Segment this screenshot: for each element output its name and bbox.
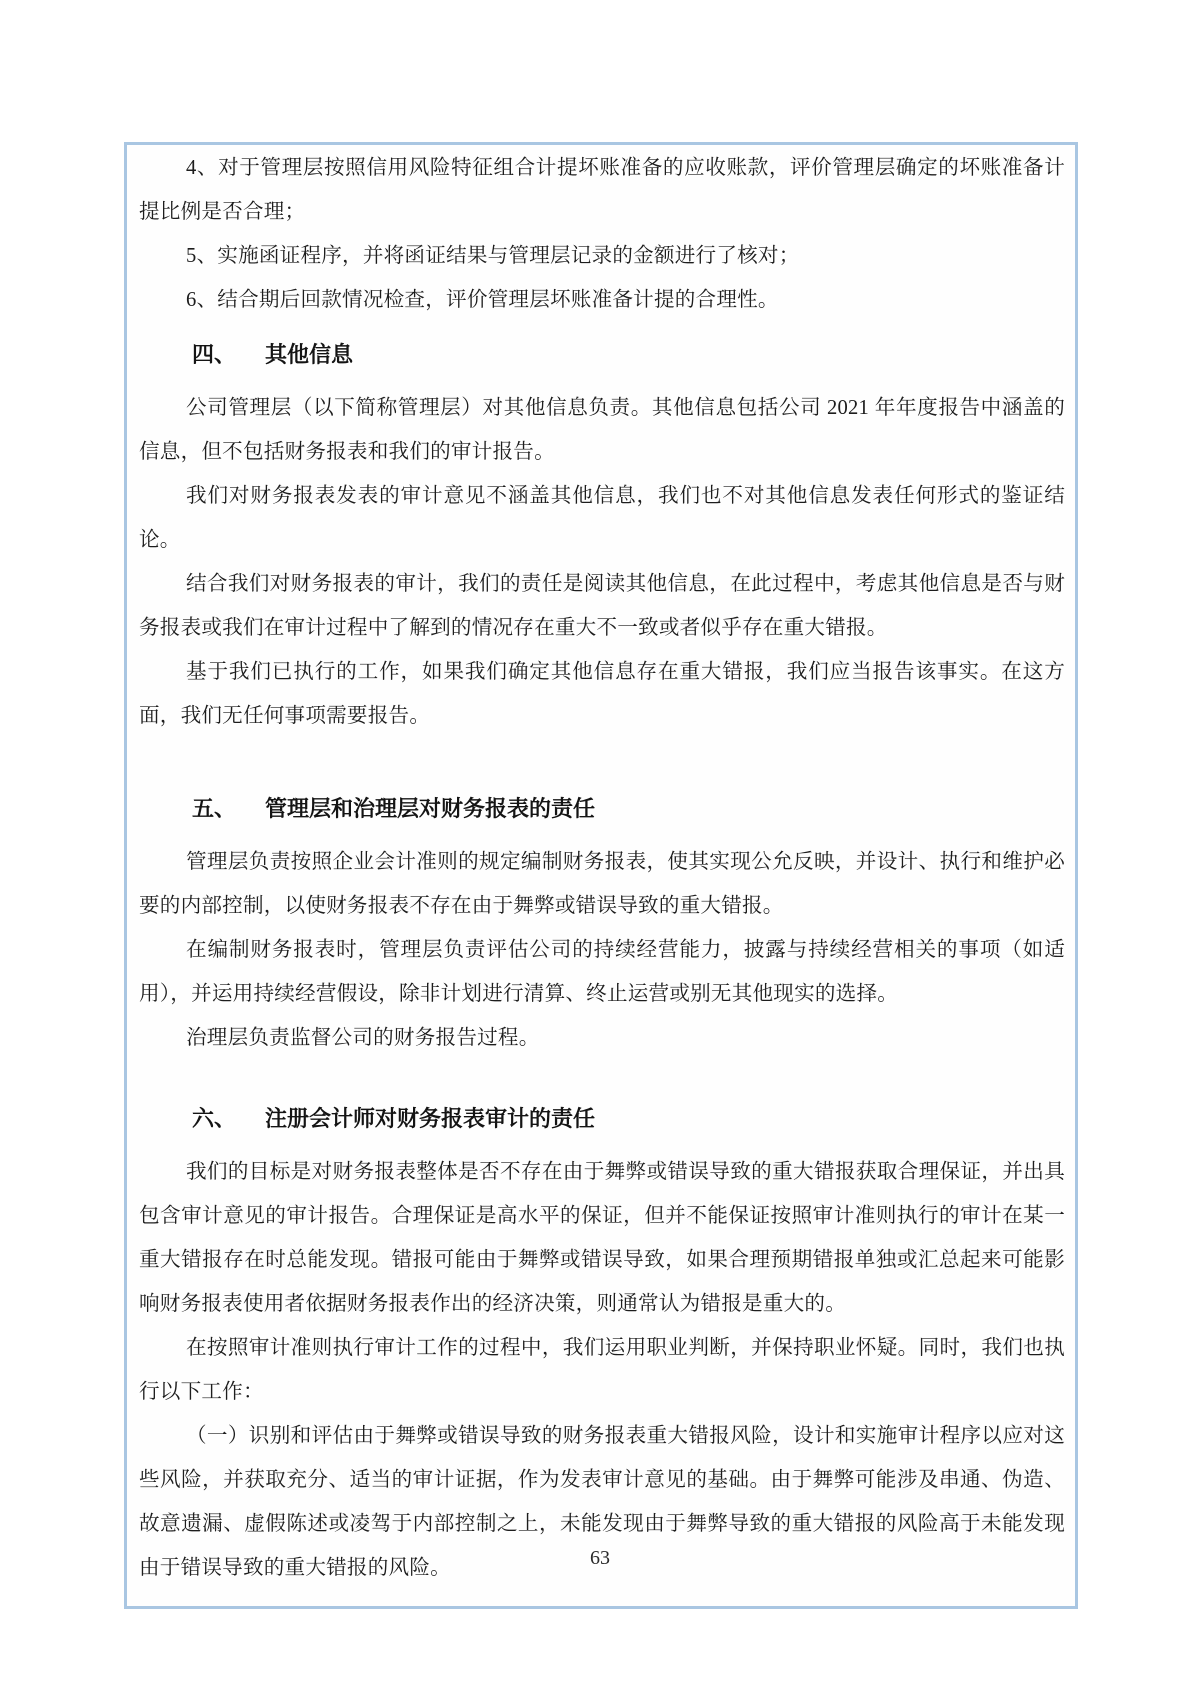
- paragraph: 基于我们已执行的工作，如果我们确定其他信息存在重大错报，我们应当报告该事实。在这方面，我们无任何事项需要报告。: [139, 661, 1065, 727]
- section-title: 其他信息: [265, 342, 354, 367]
- paragraph: （一）识别和评估由于舞弊或错误导致的财务报表重大错报风险，设计和实施审计程序以应对这些风险，并获取充分、适当的审计证据，作为发表审计意见的基础。由于舞弊可能涉及串通、伪造、故意遗漏、虚假陈述或凌驾于内部控制之上，未能发现由于舞弊导致的重大错报的风险高于未能发现由于错误导致的重大错报的风险。: [139, 1425, 1065, 1579]
- section-heading-auditor-responsibility: [139, 1097, 1065, 1141]
- paragraph: 公司管理层（以下简称管理层）对其他信息负责。其他信息包括公司 2021 年年度报告中涵盖的信息，但不包括财务报表和我们的审计报告。: [139, 397, 1065, 463]
- paragraph: 我们对财务报表发表的审计意见不涵盖其他信息，我们也不对其他信息发表任何形式的鉴证结论。: [139, 485, 1065, 551]
- section-heading-other-information: [139, 333, 1065, 377]
- section-title: 注册会计师对财务报表审计的责任: [265, 1106, 596, 1131]
- paragraph: 结合我们对财务报表的审计，我们的责任是阅读其他信息，在此过程中，考虑其他信息是否与财务报表或我们在审计过程中了解到的情况存在重大不一致或者似乎存在重大错报。: [139, 573, 1065, 639]
- section-number: 四、: [192, 342, 237, 367]
- section-heading-management-responsibility: [139, 787, 1065, 831]
- audit-report-text-box: [124, 142, 1078, 1609]
- paragraph: 管理层负责按照企业会计准则的规定编制财务报表，使其实现公允反映，并设计、执行和维护必要的内部控制，以使财务报表不存在由于舞弊或错误导致的重大错报。: [139, 851, 1065, 917]
- intro-paragraph-6: 6、结合期后回款情况检查，评价管理层坏账准备计提的合理性。: [186, 289, 779, 311]
- paragraph: 在按照审计准则执行审计工作的过程中，我们运用职业判断，并保持职业怀疑。同时，我们也执行以下工作：: [139, 1337, 1065, 1403]
- paragraph: 在编制财务报表时，管理层负责评估公司的持续经营能力，披露与持续经营相关的事项（如适用），并运用持续经营假设，除非计划进行清算、终止运营或别无其他现实的选择。: [139, 939, 1065, 1005]
- page-number: 63: [590, 1547, 610, 1569]
- section-number: 六、: [192, 1106, 237, 1131]
- section-title: 管理层和治理层对财务报表的责任: [265, 796, 596, 821]
- intro-paragraph-4: 4、对于管理层按照信用风险特征组合计提坏账准备的应收账款，评价管理层确定的坏账准备计提比例是否合理；: [139, 157, 1065, 223]
- paragraph: 治理层负责监督公司的财务报告过程。: [186, 1027, 540, 1049]
- paragraph: 我们的目标是对财务报表整体是否不存在由于舞弊或错误导致的重大错报获取合理保证，并出具包含审计意见的审计报告。合理保证是高水平的保证，但并不能保证按照审计准则执行的审计在某一重大错报存在时总能发现。错报可能由于舞弊或错误导致，如果合理预期错报单独或汇总起来可能影响财务报表使用者依据财务报表作出的经济决策，则通常认为错报是重大的。: [139, 1161, 1065, 1315]
- section-number: 五、: [192, 796, 237, 821]
- intro-paragraph-5: 5、实施函证程序，并将函证结果与管理层记录的金额进行了核对；: [186, 245, 800, 267]
